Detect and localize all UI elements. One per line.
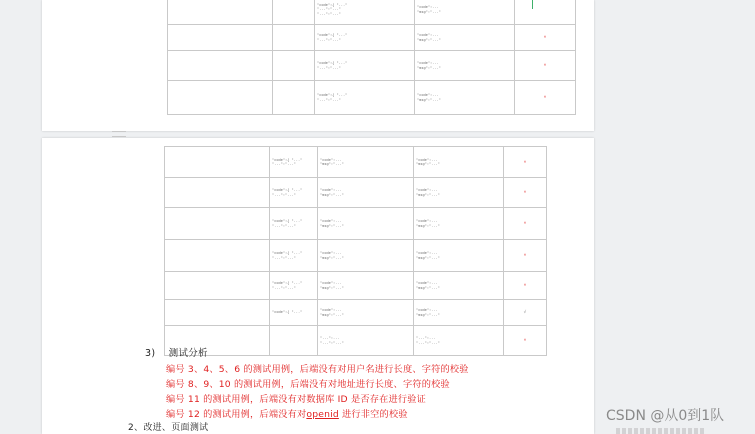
document-page-1 bbox=[42, 0, 594, 131]
watermark-faint-text bbox=[616, 428, 706, 434]
request-cell: "code":{ "..." "...":"..." bbox=[315, 81, 415, 115]
expected-cell: "...":... "...":"..." bbox=[318, 326, 414, 356]
request-cell: "code":{ "..." "...":"..." bbox=[270, 147, 318, 178]
case-name-cell bbox=[168, 51, 273, 81]
result-flag-cell bbox=[515, 0, 576, 25]
case-name-cell bbox=[165, 240, 270, 272]
case-name-cell bbox=[165, 178, 270, 208]
test-case-table-part-2 bbox=[164, 146, 547, 356]
actual-cell: "code":... "msg":"..." bbox=[414, 208, 504, 240]
result-flag-cell: √ bbox=[504, 300, 547, 326]
test-case-table-part-1 bbox=[167, 0, 576, 115]
expected-cell: "code":... "msg":"..." bbox=[318, 300, 414, 326]
result-flag-cell: × bbox=[504, 178, 547, 208]
case-name-cell bbox=[165, 208, 270, 240]
result-flag-cell: × bbox=[504, 147, 547, 178]
result-flag-cell: × bbox=[504, 326, 547, 356]
expected-cell: "code":... "msg":"..." bbox=[318, 147, 414, 178]
case-name-cell bbox=[168, 25, 273, 51]
request-cell: "code":{ "..." "...":"..." bbox=[315, 51, 415, 81]
table-row bbox=[165, 272, 547, 300]
result-flag-cell: × bbox=[515, 81, 576, 115]
request-cell: "code":{ "..." bbox=[270, 300, 318, 326]
case-index-cell bbox=[273, 51, 315, 81]
result-flag-cell: × bbox=[515, 25, 576, 51]
request-cell: "code":{ "..." "...":"..." bbox=[315, 25, 415, 51]
table-row bbox=[168, 25, 576, 51]
actual-cell: "code":... "msg":"..." bbox=[414, 240, 504, 272]
analysis-heading: 3) 测试分析 bbox=[145, 348, 208, 359]
analysis-line-1: 编号 3、4、5、6 的测试用例，后端没有对用户名进行长度、字符的校验 bbox=[166, 364, 469, 375]
case-name-cell bbox=[168, 81, 273, 115]
analysis-line-3: 编号 11 的测试用例，后端没有对数据库 ID 是否存在进行验证 bbox=[166, 394, 427, 405]
expected-cell: "code":... "msg":"..." bbox=[415, 51, 515, 81]
table-row bbox=[168, 81, 576, 115]
actual-cell: "code":... "msg":"..." bbox=[414, 300, 504, 326]
case-name-cell bbox=[165, 272, 270, 300]
actual-cell: "code":... "msg":"..." bbox=[414, 272, 504, 300]
expected-cell: "code":... "msg":"..." bbox=[415, 0, 515, 25]
table-row bbox=[165, 208, 547, 240]
case-index-cell bbox=[273, 0, 315, 25]
table-row bbox=[168, 51, 576, 81]
actual-cell: "code":... "msg":"..." bbox=[414, 147, 504, 178]
expected-cell: "code":... "msg":"..." bbox=[318, 178, 414, 208]
page-fold-mark bbox=[112, 131, 126, 132]
table-row bbox=[165, 178, 547, 208]
actual-cell: "...":... "...":"..." bbox=[414, 326, 504, 356]
case-name-cell bbox=[168, 0, 273, 25]
case-index-cell bbox=[273, 81, 315, 115]
request-cell bbox=[270, 326, 318, 356]
request-cell: "code":{ "..." "...":"..." bbox=[270, 208, 318, 240]
table-row bbox=[168, 0, 576, 25]
expected-cell: "code":... "msg":"..." bbox=[318, 240, 414, 272]
result-flag-cell: × bbox=[504, 208, 547, 240]
table-row bbox=[165, 300, 547, 326]
expected-cell: "code":... "msg":"..." bbox=[415, 25, 515, 51]
table-row bbox=[165, 326, 547, 356]
request-cell: "code":{ "..." "...":"..." bbox=[270, 178, 318, 208]
request-cell: "code":{ "..." "...":"..." bbox=[270, 272, 318, 300]
next-section-heading: 2、改进、页面测试 bbox=[128, 423, 209, 433]
case-name-cell bbox=[165, 300, 270, 326]
csdn-watermark: CSDN @从0到1队 bbox=[606, 408, 725, 424]
request-cell: "code":{ "..." "...":"..." "...":"..." bbox=[315, 0, 415, 25]
analysis-line-2: 编号 8、9、10 的测试用例，后端没有对地址进行长度、字符的校验 bbox=[166, 379, 450, 390]
table-row bbox=[165, 240, 547, 272]
actual-cell: "code":... "msg":"..." bbox=[414, 178, 504, 208]
result-flag-cell: × bbox=[504, 240, 547, 272]
page-fold-mark bbox=[112, 136, 126, 137]
expected-cell: "code":... "msg":"..." bbox=[318, 272, 414, 300]
expected-cell: "code":... "msg":"..." bbox=[415, 81, 515, 115]
analysis-line-4: 编号 12 的测试用例，后端没有对openid 进行非空的校验 bbox=[166, 409, 408, 420]
result-flag-cell: × bbox=[515, 51, 576, 81]
result-flag-cell: × bbox=[504, 272, 547, 300]
expected-cell: "code":... "msg":"..." bbox=[318, 208, 414, 240]
case-name-cell bbox=[165, 147, 270, 178]
case-index-cell bbox=[273, 25, 315, 51]
request-cell: "code":{ "..." "...":"..." bbox=[270, 240, 318, 272]
document-page-2 bbox=[42, 138, 594, 434]
table-row bbox=[165, 147, 547, 178]
openid-link[interactable]: openid bbox=[306, 409, 339, 420]
